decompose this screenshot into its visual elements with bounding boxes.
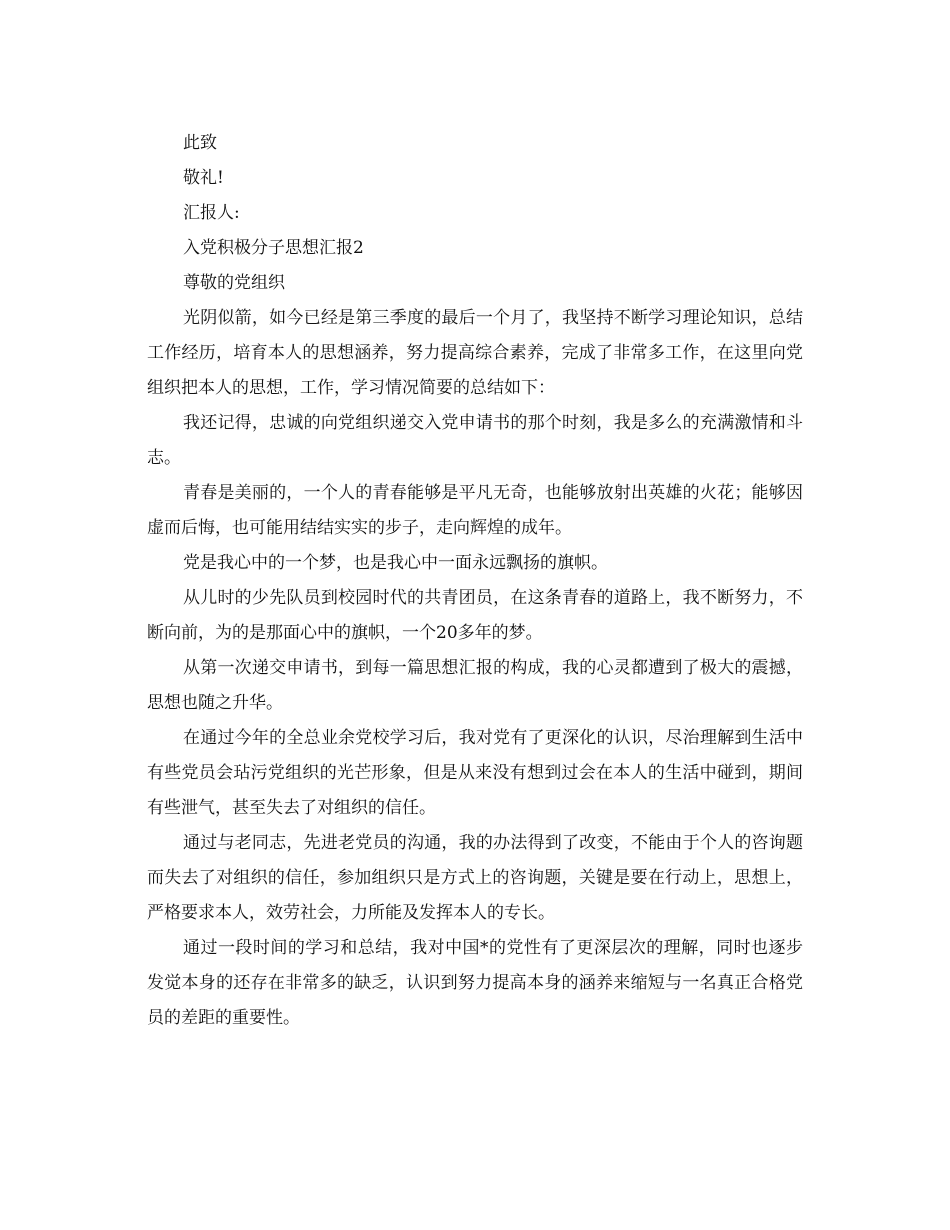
reporter-label: 汇报人: <box>183 203 240 223</box>
paragraph: 在通过今年的全总业余党校学习后，我对党有了更深化的认识，尽治理解到生活中有些党员会玷污党组织的光芒形象，但是从来没有想到过会在本人的生活中碰到，期间有些泄气，甚至失去了对组织的信任。 <box>147 728 803 818</box>
paragraph: 从第一次递交申请书，到每一篇思想汇报的构成，我的心灵都遭到了极大的震撼，思想也随之升华。 <box>147 658 803 713</box>
section-title: 入党积极分子思想汇报2 <box>183 238 364 258</box>
paragraph: 青春是美丽的，一个人的青春能够是平凡无奇，也能够放射出英雄的火花；能够因虚而后悔，也可能用结结实实的步子，走向辉煌的成年。 <box>147 483 803 538</box>
document-page <box>147 126 803 1036</box>
greeting: 尊敬的党组织 <box>183 273 285 293</box>
paragraph: 通过与老同志，先进老党员的沟通，我的办法得到了改变，不能由于个人的咨询题而失去了对组织的信任，参加组织只是方式上的咨询题，关键是要在行动上，思想上，严格要求本人，效劳社会，力所能及发挥本人的专长。 <box>147 833 803 923</box>
paragraph: 从儿时的少先队员到校园时代的共青团员，在这条青春的道路上，我不断努力，不断向前，为的是那面心中的旗帜，一个20多年的梦。 <box>147 588 803 643</box>
closing-salute-2: 敬礼! <box>183 168 224 188</box>
paragraph: 通过一段时间的学习和总结，我对中国*的党性有了更深层次的理解，同时也逐步发觉本身的还存在非常多的缺乏，认识到努力提高本身的涵养来缩短与一名真正合格党员的差距的重要性。 <box>147 938 803 1028</box>
paragraph: 党是我心中的一个梦，也是我心中一面永远飘扬的旗帜。 <box>183 553 608 573</box>
closing-salute-1: 此致 <box>183 133 217 153</box>
paragraph: 我还记得，忠诚的向党组织递交入党申请书的那个时刻，我是多么的充满激情和斗志。 <box>147 413 803 468</box>
paragraph: 光阴似箭，如今已经是第三季度的最后一个月了，我坚持不断学习理论知识，总结工作经历，培育本人的思想涵养，努力提高综合素养，完成了非常多工作，在这里向党组织把本人的思想，工作，学习情况简要的总结如下： <box>147 308 803 398</box>
